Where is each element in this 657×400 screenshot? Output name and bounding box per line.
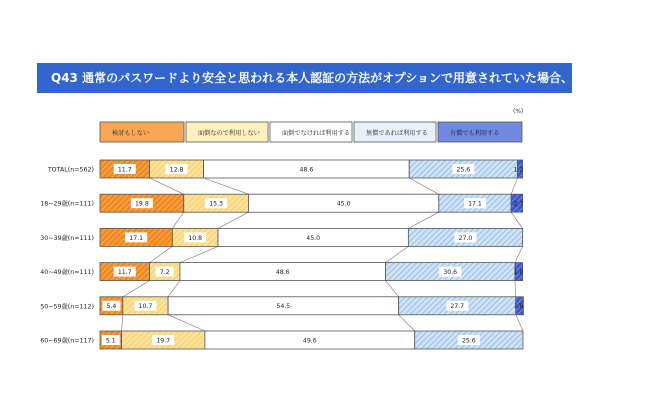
value-label: 11.7 [117,166,132,174]
value-label: 5.1 [105,337,116,345]
bar-row [40,297,523,315]
value-label: 10.7 [138,303,153,311]
value-label: 48.6 [275,269,290,276]
value-label: 30.6 [443,269,458,276]
value-label: 1.8 [513,269,524,276]
legend-item-dont-consider [100,122,184,142]
value-label: 17.1 [129,234,144,242]
legend-label: 有償でも利用する [450,130,500,137]
legend-label: 無償であれば利用する [366,130,428,137]
legend-item-if-not-bothersome [270,122,352,142]
legend-item-even-if-paid [438,122,522,142]
connector-line [204,178,249,194]
category-label: TOTAL(n=562) [47,166,94,174]
connector-line [149,246,172,262]
connector-line [408,212,438,228]
connector-line [218,212,248,228]
value-label: 54.5 [276,303,291,311]
bar-rows [40,160,523,349]
value-label: 25.6 [461,337,476,345]
category-label: 40~49歳(n=111) [40,269,94,277]
category-label: 60~69歳(n=117) [40,337,94,345]
connector-line [172,212,183,228]
value-label: 5.4 [106,303,117,311]
value-label: 11.7 [117,269,132,276]
value-label: 10.8 [188,234,203,242]
value-label: 27.0 [458,234,473,242]
legend-label: 面倒なので利用しない [198,130,260,137]
legend-item-if-free [354,122,436,142]
value-label: 45.0 [306,234,321,242]
value-label: 48.6 [299,166,314,174]
connector-line [409,178,439,194]
value-label: 17.1 [468,200,482,208]
bar-row [47,160,524,178]
value-label: 25.6 [456,166,471,174]
category-label: 18~29歳(n=111) [40,200,94,208]
bar-row [40,228,522,246]
connector-line [123,281,150,297]
category-label: 50~59歳(n=112) [40,303,94,311]
connector-line [515,246,523,262]
connector-line [168,281,180,297]
connector-line [168,315,205,331]
connector-line [122,315,123,331]
value-label: 45.0 [336,200,351,208]
bar-row [40,331,523,349]
value-label: 15.3 [209,200,224,208]
legend-label: 検討もしない [112,130,150,137]
connector-line [515,281,516,297]
value-label: 19.8 [134,200,149,208]
connector-line [511,212,522,228]
value-label: 12.8 [169,166,184,174]
unit-label: (%) [513,108,524,115]
connector-line [511,178,517,194]
connector-line [180,246,218,262]
value-label: 1.8 [513,303,524,311]
legend [100,122,522,142]
chart-title: Q43 通常のパスワードより安全と思われる本人認証の方法がオプションで用意されていた場合、利用しますか。 [37,63,572,93]
legend-item-bothersome-no [186,122,268,142]
connector-line [386,246,409,262]
value-label: 1.2 [513,166,524,174]
connector-line [399,315,415,331]
value-label: 27.7 [450,303,465,311]
value-label: 19.7 [156,337,171,345]
bar-row [40,194,523,212]
value-label: 2.7 [513,200,524,208]
category-label: 30~39歳(n=111) [40,234,94,242]
connector-line [149,178,183,194]
legend-label: 面倒でなければ利用する [282,130,351,137]
connector-line [386,281,399,297]
value-label: 7.2 [159,269,170,276]
bar-row [40,263,523,281]
value-label: 49.6 [302,337,317,345]
connector-line [516,315,523,331]
